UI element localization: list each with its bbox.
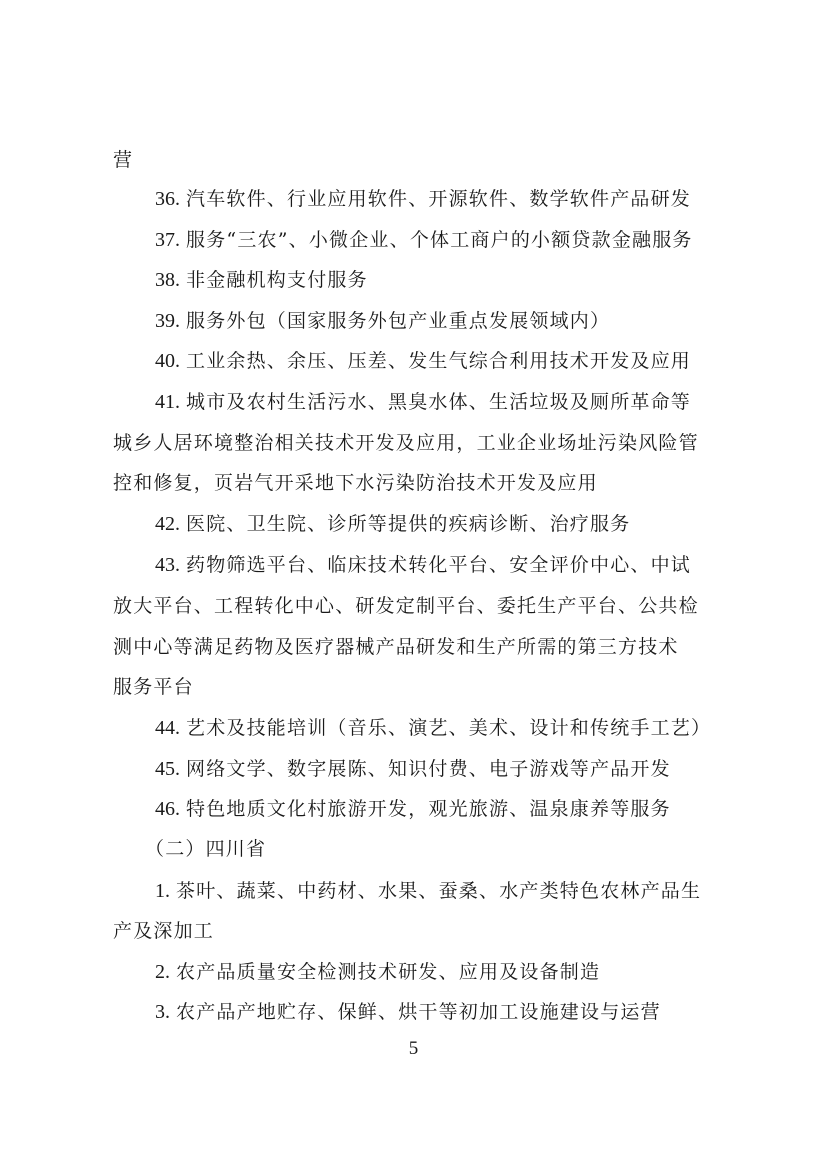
- text-line-continuation: 服务平台: [113, 676, 194, 698]
- text-line-continuation: 营: [113, 149, 134, 171]
- page-number: 5: [408, 1038, 419, 1059]
- list-item-36: 36. 汽车软件、行业应用软件、开源软件、数学软件产品研发: [155, 188, 692, 210]
- list-item-1: 1. 茶叶、蔬菜、中药材、水果、蚕桑、水产类特色农林产品生: [155, 880, 702, 902]
- text-line-continuation: 产及深加工: [113, 920, 215, 942]
- list-item-46: 46. 特色地质文化村旅游开发，观光旅游、温泉康养等服务: [155, 798, 671, 820]
- text-line-continuation: 放大平台、工程转化中心、研发定制平台、委托生产平台、公共检: [113, 595, 699, 617]
- list-item-44: 44. 艺术及技能培训（音乐、演艺、美术、设计和传统手工艺）: [155, 717, 712, 739]
- list-item-37: 37. 服务“三农”、小微企业、个体工商户的小额贷款金融服务: [155, 229, 693, 251]
- text-line-continuation: 城乡人居环境整治相关技术开发及应用，工业企业场址污染风险管: [113, 432, 699, 454]
- text-line-continuation: 控和修复，页岩气开采地下水污染防治技术开发及应用: [113, 472, 598, 494]
- list-item-3: 3. 农产品产地贮存、保鲜、烘干等初加工设施建设与运营: [155, 1001, 661, 1023]
- list-item-40: 40. 工业余热、余压、压差、发生气综合利用技术开发及应用: [155, 350, 692, 372]
- list-item-39: 39. 服务外包（国家服务外包产业重点发展领域内）: [155, 310, 611, 332]
- text-line-continuation: 测中心等满足药物及医疗器械产品研发和生产所需的第三方技术: [113, 636, 679, 658]
- list-item-42: 42. 医院、卫生院、诊所等提供的疾病诊断、治疗服务: [155, 513, 631, 535]
- list-item-45: 45. 网络文学、数字展陈、知识付费、电子游戏等产品开发: [155, 758, 671, 780]
- list-item-2: 2. 农产品质量安全检测技术研发、应用及设备制造: [155, 961, 601, 983]
- section-heading-sichuan: （二）四川省: [145, 838, 267, 860]
- list-item-43: 43. 药物筛选平台、临床技术转化平台、安全评价中心、中试: [155, 554, 692, 576]
- list-item-41: 41. 城市及农村生活污水、黑臭水体、生活垃圾及厕所革命等: [155, 391, 692, 413]
- list-item-38: 38. 非金融机构支付服务: [155, 269, 368, 291]
